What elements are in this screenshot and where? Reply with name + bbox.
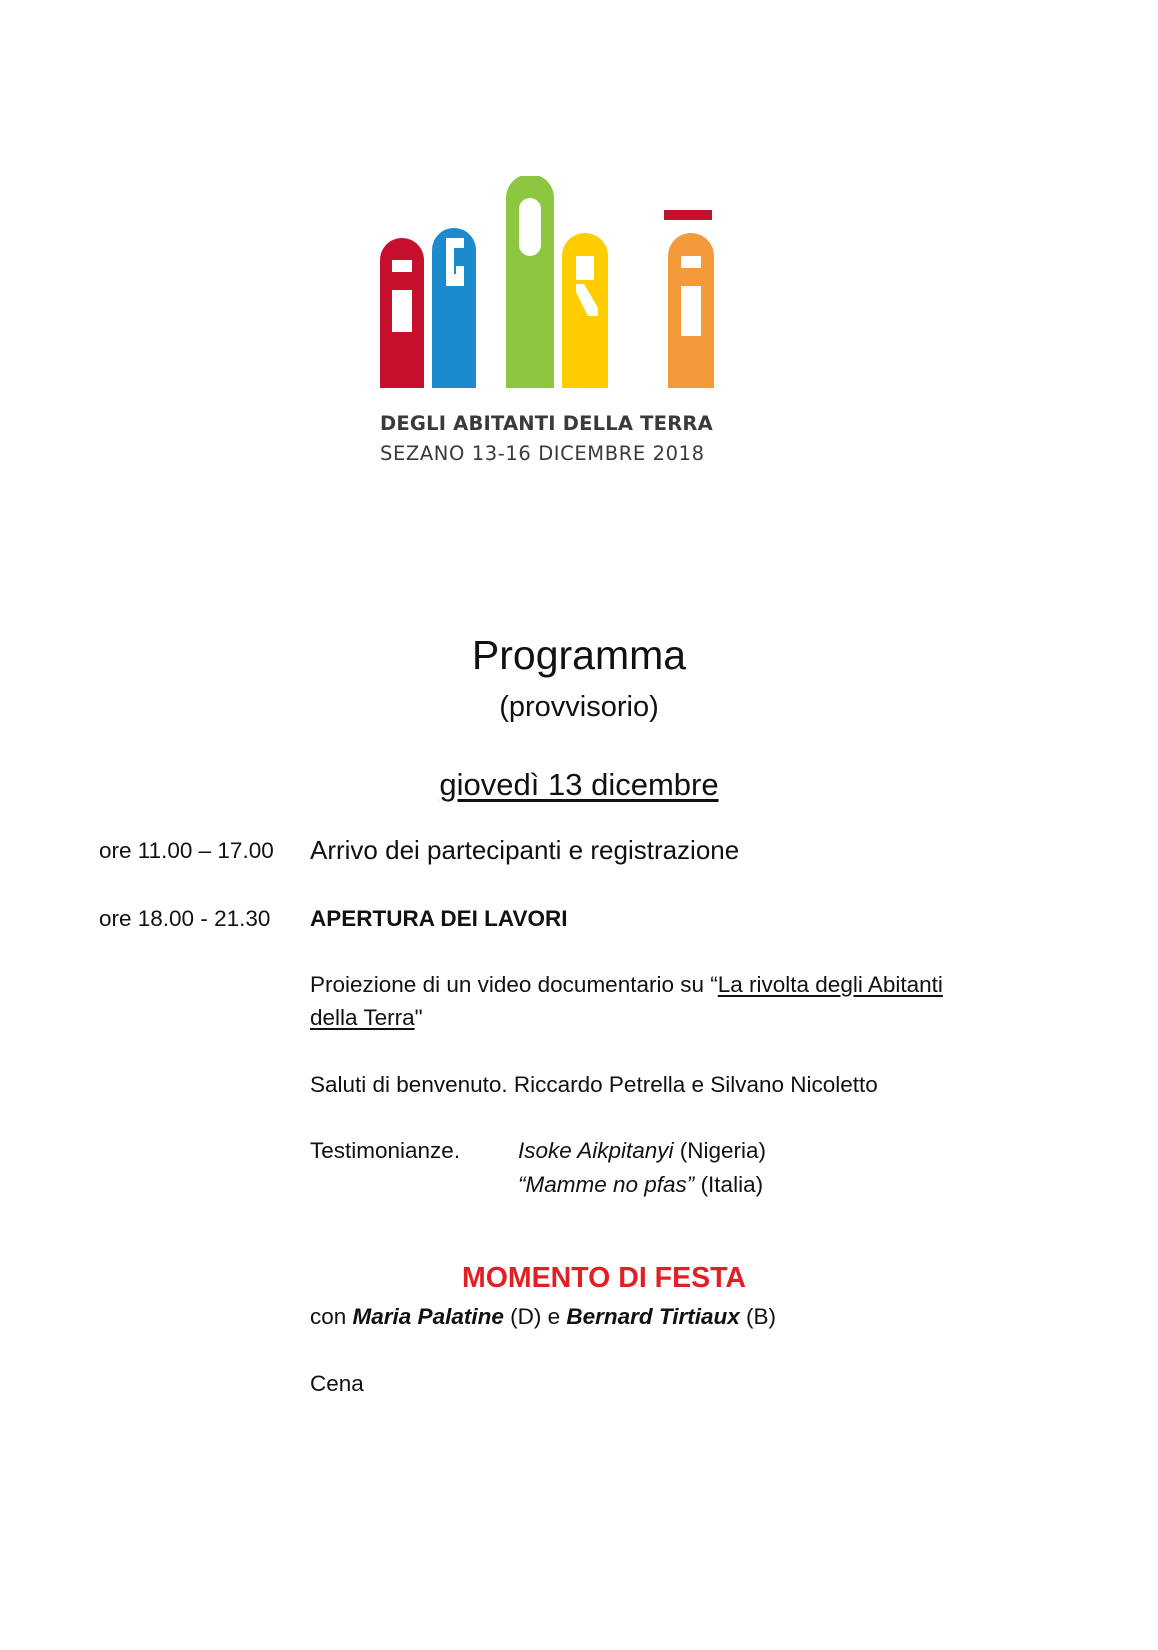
festa-country-1: (D) e: [503, 1304, 567, 1329]
schedule-time-1: ore 11.00 – 17.00: [99, 838, 274, 863]
logo-letter-a-macron-orange: [664, 210, 714, 388]
festa-heading: MOMENTO DI FESTA: [462, 1262, 746, 1294]
schedule-item-1: Arrivo dei partecipanti e registrazione: [310, 835, 740, 865]
video-line-2: [310, 1005, 423, 1031]
festa-artist-2: Bernard Tirtiaux: [566, 1304, 740, 1329]
video-prefix: Proiezione di un video documentario su “: [310, 972, 718, 997]
testimonianza-2-country: (Italia): [694, 1172, 764, 1197]
agora-logo-icon: [380, 176, 740, 406]
video-title-link-1[interactable]: La rivolta degli Abitanti: [717, 972, 943, 997]
festa-country-2: (B): [739, 1304, 777, 1329]
logo-letter-r-yellow: [562, 233, 608, 388]
page-subtitle: (provvisorio): [499, 691, 659, 723]
logo-dates: SEZANO 13-16 DICEMBRE 2018: [380, 442, 705, 465]
testimonianze-label: Testimonianze.: [310, 1138, 461, 1163]
video-suffix: ": [414, 1005, 423, 1030]
festa-artists-line: [310, 1304, 776, 1330]
schedule-item-2: APERTURA DEI LAVORI: [310, 906, 568, 931]
cena-line: Cena: [310, 1371, 364, 1396]
schedule-time-2: ore 18.00 - 21.30: [99, 906, 271, 931]
testimonianza-1: [518, 1138, 766, 1164]
logo-letter-g-blue: [432, 228, 476, 388]
festa-prefix: con: [310, 1304, 353, 1329]
testimonianza-1-name: Isoke Aikpitanyi: [518, 1138, 674, 1163]
logo-subtitle: DEGLI ABITANTI DELLA TERRA: [380, 412, 713, 435]
day-heading: giovedì 13 dicembre: [439, 767, 719, 802]
testimonianza-2: [518, 1172, 763, 1198]
page-title: Programma: [471, 632, 687, 678]
festa-artist-1: Maria Palatine: [352, 1304, 504, 1329]
event-logo: [380, 176, 740, 476]
testimonianza-2-name: “Mamme no pfas”: [518, 1172, 695, 1197]
testimonianza-1-country: (Nigeria): [673, 1138, 767, 1163]
video-title-link-2[interactable]: della Terra: [310, 1005, 415, 1030]
logo-letter-a-red: [380, 238, 424, 388]
logo-letter-o-green: [506, 176, 554, 388]
saluti-line: Saluti di benvenuto. Riccardo Petrella e Silvano Nicoletto: [310, 1072, 878, 1097]
video-line-1: [310, 972, 943, 998]
